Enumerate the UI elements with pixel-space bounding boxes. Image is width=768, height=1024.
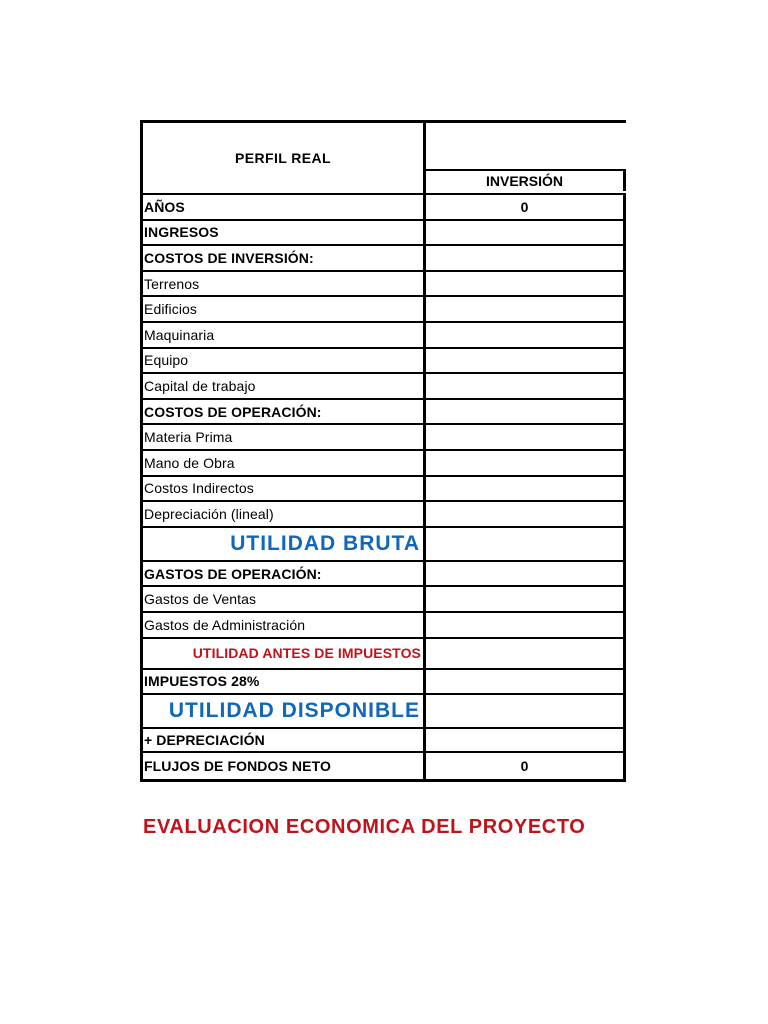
row-value-cell[interactable] xyxy=(426,451,626,475)
table-row xyxy=(143,639,626,670)
table-row xyxy=(143,400,626,426)
row-label: GASTOS DE OPERACIÓN: xyxy=(143,562,426,586)
row-label: IMPUESTOS 28% xyxy=(143,670,426,694)
table-row xyxy=(143,425,626,451)
table-row xyxy=(143,729,626,753)
row-label: Equipo xyxy=(143,349,426,373)
row-label: Terrenos xyxy=(143,272,426,296)
row-value-cell[interactable] xyxy=(426,587,626,611)
row-value-cell[interactable]: 0 xyxy=(426,753,626,779)
row-label: Costos Indirectos xyxy=(143,477,426,501)
table-body xyxy=(143,195,626,779)
header-blank-cell xyxy=(426,123,626,171)
row-label: Mano de Obra xyxy=(143,451,426,475)
row-value-cell[interactable] xyxy=(426,349,626,373)
table-row xyxy=(143,753,626,779)
table-row xyxy=(143,477,626,503)
row-value-cell[interactable] xyxy=(426,221,626,245)
table-row xyxy=(143,323,626,349)
table-row xyxy=(143,195,626,221)
table-row xyxy=(143,587,626,613)
row-label: UTILIDAD ANTES DE IMPUESTOS xyxy=(143,639,426,668)
row-label: FLUJOS DE FONDOS NETO xyxy=(143,753,426,779)
table-row xyxy=(143,297,626,323)
row-value-cell[interactable] xyxy=(426,272,626,296)
row-value-cell[interactable] xyxy=(426,477,626,501)
row-value-cell[interactable] xyxy=(426,562,626,586)
table-row xyxy=(143,272,626,298)
table-row xyxy=(143,562,626,588)
row-label: COSTOS DE INVERSIÓN: xyxy=(143,246,426,270)
table-row xyxy=(143,246,626,272)
table-row xyxy=(143,502,626,528)
row-value-cell[interactable] xyxy=(426,613,626,637)
row-value-cell[interactable] xyxy=(426,670,626,694)
row-label: Capital de trabajo xyxy=(143,374,426,398)
table-header-row xyxy=(143,123,626,195)
row-value-cell[interactable] xyxy=(426,323,626,347)
table-row xyxy=(143,451,626,477)
table-row xyxy=(143,374,626,400)
row-label: Depreciación (lineal) xyxy=(143,502,426,526)
row-value-cell[interactable]: 0 xyxy=(426,195,626,219)
row-value-cell[interactable] xyxy=(426,639,626,668)
row-value-cell[interactable] xyxy=(426,502,626,526)
footer-title: EVALUACION ECONOMICA DEL PROYECTO xyxy=(143,816,586,838)
row-value-cell[interactable] xyxy=(426,425,626,449)
row-label: Gastos de Administración xyxy=(143,613,426,637)
column-header-inversion: INVERSIÓN xyxy=(426,171,626,191)
row-label: COSTOS DE OPERACIÓN: xyxy=(143,400,426,424)
table-row xyxy=(143,695,626,729)
row-label: Edificios xyxy=(143,297,426,321)
row-label: Maquinaria xyxy=(143,323,426,347)
row-value-cell[interactable] xyxy=(426,528,626,560)
table-row xyxy=(143,670,626,696)
row-value-cell[interactable] xyxy=(426,246,626,270)
row-value-cell[interactable] xyxy=(426,374,626,398)
row-label: INGRESOS xyxy=(143,221,426,245)
row-label: AÑOS xyxy=(143,195,426,219)
row-value-cell[interactable] xyxy=(426,400,626,424)
row-value-cell[interactable] xyxy=(426,695,626,727)
header-value-column xyxy=(426,123,626,193)
row-value-cell[interactable] xyxy=(426,729,626,751)
table-row xyxy=(143,221,626,247)
table-row xyxy=(143,349,626,375)
row-value-cell[interactable] xyxy=(426,297,626,321)
row-label: UTILIDAD BRUTA xyxy=(143,528,426,560)
row-label: Materia Prima xyxy=(143,425,426,449)
financial-profile-table xyxy=(140,120,626,782)
table-title: PERFIL REAL xyxy=(143,123,426,193)
table-row xyxy=(143,613,626,639)
row-label: + DEPRECIACIÓN xyxy=(143,729,426,751)
row-label: UTILIDAD DISPONIBLE xyxy=(143,695,426,727)
row-label: Gastos de Ventas xyxy=(143,587,426,611)
table-row xyxy=(143,528,626,562)
